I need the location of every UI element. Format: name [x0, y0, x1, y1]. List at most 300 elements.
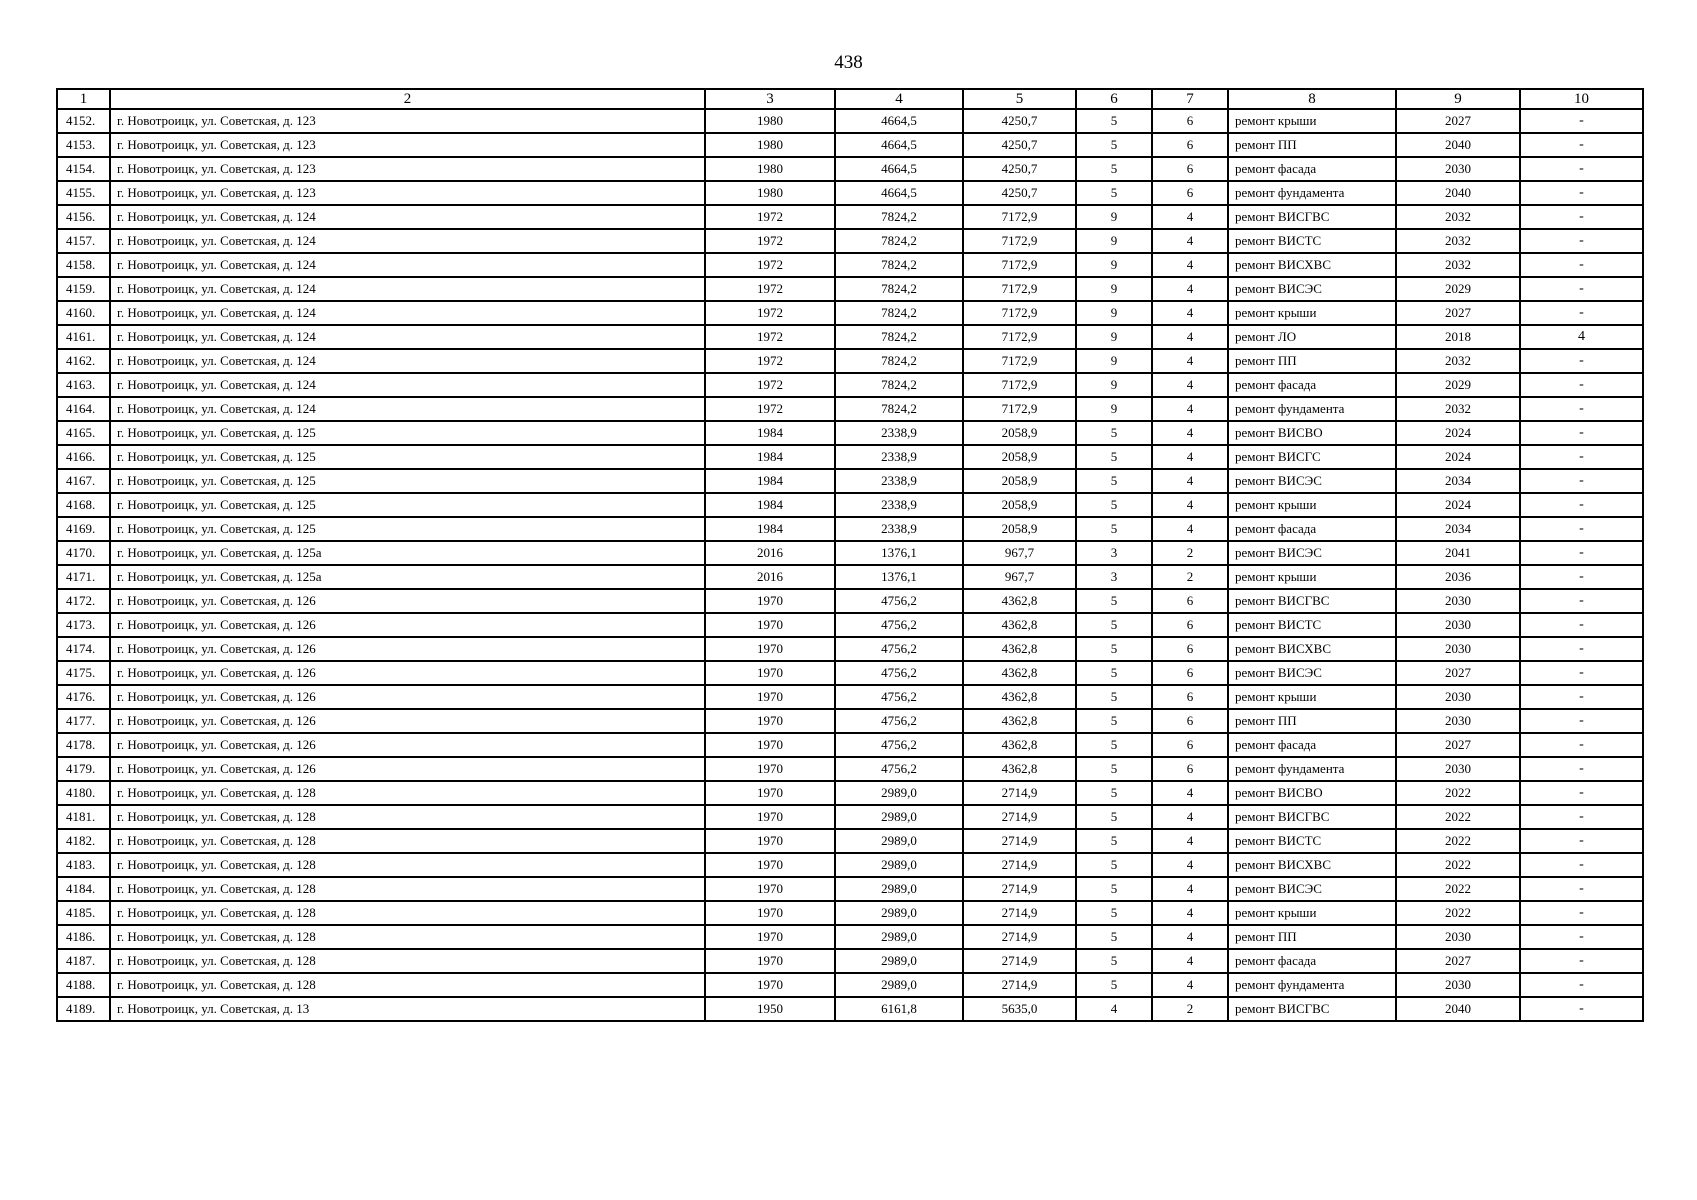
row-number-cell: 4154.	[57, 157, 110, 181]
planned-year-cell: 2040	[1396, 133, 1520, 157]
column-10-value-cell: -	[1520, 853, 1643, 877]
column-10-value-cell: -	[1520, 901, 1643, 925]
work-type-cell: ремонт крыши	[1228, 301, 1396, 325]
entrances-cell: 4	[1152, 253, 1228, 277]
column-header-3: 3	[705, 89, 835, 109]
year-built-cell: 1984	[705, 421, 835, 445]
row-number-cell: 4155.	[57, 181, 110, 205]
floors-cell: 9	[1076, 397, 1152, 421]
column-10-value-cell: -	[1520, 781, 1643, 805]
living-area-cell: 7172,9	[963, 325, 1076, 349]
table-row	[57, 541, 1643, 565]
total-area-cell: 2989,0	[835, 781, 963, 805]
total-area-cell: 2989,0	[835, 805, 963, 829]
planned-year-cell: 2030	[1396, 613, 1520, 637]
work-type-cell: ремонт ВИСВО	[1228, 421, 1396, 445]
row-number-cell: 4183.	[57, 853, 110, 877]
planned-year-cell: 2030	[1396, 685, 1520, 709]
floors-cell: 5	[1076, 109, 1152, 133]
floors-cell: 5	[1076, 181, 1152, 205]
address-cell: г. Новотроицк, ул. Советская, д. 128	[110, 901, 705, 925]
table-row	[57, 757, 1643, 781]
column-10-value-cell: -	[1520, 157, 1643, 181]
address-cell: г. Новотроицк, ул. Советская, д. 126	[110, 733, 705, 757]
work-type-cell: ремонт ВИСЭС	[1228, 277, 1396, 301]
planned-year-cell: 2030	[1396, 973, 1520, 997]
living-area-cell: 4250,7	[963, 157, 1076, 181]
floors-cell: 3	[1076, 565, 1152, 589]
total-area-cell: 7824,2	[835, 349, 963, 373]
address-cell: г. Новотроицк, ул. Советская, д. 13	[110, 997, 705, 1021]
column-header-9: 9	[1396, 89, 1520, 109]
table-row	[57, 637, 1643, 661]
entrances-cell: 6	[1152, 157, 1228, 181]
table-row	[57, 157, 1643, 181]
floors-cell: 9	[1076, 301, 1152, 325]
year-built-cell: 1970	[705, 685, 835, 709]
row-number-cell: 4165.	[57, 421, 110, 445]
living-area-cell: 4250,7	[963, 181, 1076, 205]
table-row	[57, 469, 1643, 493]
total-area-cell: 7824,2	[835, 253, 963, 277]
table-row	[57, 253, 1643, 277]
address-cell: г. Новотроицк, ул. Советская, д. 126	[110, 661, 705, 685]
total-area-cell: 7824,2	[835, 373, 963, 397]
column-header-7: 7	[1152, 89, 1228, 109]
column-header-2: 2	[110, 89, 705, 109]
entrances-cell: 4	[1152, 805, 1228, 829]
address-cell: г. Новотроицк, ул. Советская, д. 124	[110, 277, 705, 301]
address-cell: г. Новотроицк, ул. Советская, д. 128	[110, 805, 705, 829]
total-area-cell: 4756,2	[835, 709, 963, 733]
column-10-value-cell: -	[1520, 733, 1643, 757]
year-built-cell: 1970	[705, 925, 835, 949]
living-area-cell: 4362,8	[963, 613, 1076, 637]
total-area-cell: 2989,0	[835, 853, 963, 877]
year-built-cell: 2016	[705, 541, 835, 565]
year-built-cell: 1970	[705, 709, 835, 733]
living-area-cell: 4362,8	[963, 733, 1076, 757]
row-number-cell: 4182.	[57, 829, 110, 853]
column-10-value-cell: -	[1520, 421, 1643, 445]
column-10-value-cell: -	[1520, 637, 1643, 661]
living-area-cell: 7172,9	[963, 373, 1076, 397]
planned-year-cell: 2022	[1396, 901, 1520, 925]
row-number-cell: 4179.	[57, 757, 110, 781]
column-10-value-cell: -	[1520, 349, 1643, 373]
address-cell: г. Новотроицк, ул. Советская, д. 124	[110, 397, 705, 421]
living-area-cell: 2714,9	[963, 805, 1076, 829]
entrances-cell: 4	[1152, 493, 1228, 517]
entrances-cell: 4	[1152, 901, 1228, 925]
floors-cell: 5	[1076, 445, 1152, 469]
living-area-cell: 2714,9	[963, 877, 1076, 901]
total-area-cell: 7824,2	[835, 397, 963, 421]
row-number-cell: 4184.	[57, 877, 110, 901]
work-type-cell: ремонт ПП	[1228, 349, 1396, 373]
total-area-cell: 7824,2	[835, 301, 963, 325]
year-built-cell: 1980	[705, 109, 835, 133]
work-type-cell: ремонт ВИСВО	[1228, 781, 1396, 805]
column-10-value-cell: -	[1520, 685, 1643, 709]
planned-year-cell: 2022	[1396, 853, 1520, 877]
planned-year-cell: 2040	[1396, 997, 1520, 1021]
living-area-cell: 7172,9	[963, 205, 1076, 229]
row-number-cell: 4175.	[57, 661, 110, 685]
living-area-cell: 4362,8	[963, 685, 1076, 709]
floors-cell: 9	[1076, 325, 1152, 349]
total-area-cell: 7824,2	[835, 277, 963, 301]
entrances-cell: 6	[1152, 685, 1228, 709]
work-type-cell: ремонт ВИСТС	[1228, 229, 1396, 253]
work-type-cell: ремонт крыши	[1228, 685, 1396, 709]
year-built-cell: 1980	[705, 133, 835, 157]
table-row	[57, 181, 1643, 205]
address-cell: г. Новотроицк, ул. Советская, д. 125	[110, 517, 705, 541]
living-area-cell: 7172,9	[963, 301, 1076, 325]
floors-cell: 9	[1076, 373, 1152, 397]
column-10-value-cell: -	[1520, 373, 1643, 397]
total-area-cell: 2338,9	[835, 445, 963, 469]
address-cell: г. Новотроицк, ул. Советская, д. 128	[110, 973, 705, 997]
table-row	[57, 229, 1643, 253]
total-area-cell: 2338,9	[835, 469, 963, 493]
planned-year-cell: 2030	[1396, 709, 1520, 733]
total-area-cell: 2338,9	[835, 421, 963, 445]
table-row	[57, 397, 1643, 421]
planned-year-cell: 2022	[1396, 829, 1520, 853]
planned-year-cell: 2030	[1396, 157, 1520, 181]
entrances-cell: 4	[1152, 925, 1228, 949]
column-10-value-cell: -	[1520, 517, 1643, 541]
total-area-cell: 4756,2	[835, 661, 963, 685]
floors-cell: 3	[1076, 541, 1152, 565]
year-built-cell: 1970	[705, 973, 835, 997]
work-type-cell: ремонт крыши	[1228, 901, 1396, 925]
address-cell: г. Новотроицк, ул. Советская, д. 125а	[110, 541, 705, 565]
table-row	[57, 829, 1643, 853]
planned-year-cell: 2032	[1396, 205, 1520, 229]
living-area-cell: 967,7	[963, 565, 1076, 589]
living-area-cell: 2714,9	[963, 829, 1076, 853]
entrances-cell: 4	[1152, 421, 1228, 445]
column-10-value-cell: -	[1520, 109, 1643, 133]
year-built-cell: 1970	[705, 781, 835, 805]
row-number-cell: 4167.	[57, 469, 110, 493]
table-row	[57, 589, 1643, 613]
total-area-cell: 4756,2	[835, 637, 963, 661]
table-row	[57, 781, 1643, 805]
work-type-cell: ремонт фундамента	[1228, 973, 1396, 997]
work-type-cell: ремонт ВИСГВС	[1228, 205, 1396, 229]
year-built-cell: 1984	[705, 469, 835, 493]
total-area-cell: 2338,9	[835, 493, 963, 517]
column-10-value-cell: -	[1520, 949, 1643, 973]
row-number-cell: 4166.	[57, 445, 110, 469]
entrances-cell: 6	[1152, 133, 1228, 157]
floors-cell: 5	[1076, 949, 1152, 973]
row-number-cell: 4178.	[57, 733, 110, 757]
entrances-cell: 4	[1152, 517, 1228, 541]
total-area-cell: 7824,2	[835, 205, 963, 229]
total-area-cell: 7824,2	[835, 229, 963, 253]
planned-year-cell: 2030	[1396, 757, 1520, 781]
entrances-cell: 4	[1152, 397, 1228, 421]
row-number-cell: 4161.	[57, 325, 110, 349]
floors-cell: 5	[1076, 421, 1152, 445]
entrances-cell: 4	[1152, 373, 1228, 397]
entrances-cell: 6	[1152, 709, 1228, 733]
year-built-cell: 1970	[705, 637, 835, 661]
column-10-value-cell: -	[1520, 133, 1643, 157]
living-area-cell: 2714,9	[963, 973, 1076, 997]
entrances-cell: 6	[1152, 109, 1228, 133]
floors-cell: 5	[1076, 925, 1152, 949]
work-type-cell: ремонт ВИСТС	[1228, 829, 1396, 853]
row-number-cell: 4159.	[57, 277, 110, 301]
row-number-cell: 4172.	[57, 589, 110, 613]
row-number-cell: 4168.	[57, 493, 110, 517]
row-number-cell: 4173.	[57, 613, 110, 637]
row-number-cell: 4174.	[57, 637, 110, 661]
planned-year-cell: 2022	[1396, 805, 1520, 829]
work-type-cell: ремонт фасада	[1228, 373, 1396, 397]
row-number-cell: 4152.	[57, 109, 110, 133]
planned-year-cell: 2032	[1396, 397, 1520, 421]
column-10-value-cell: -	[1520, 253, 1643, 277]
floors-cell: 5	[1076, 973, 1152, 997]
work-type-cell: ремонт крыши	[1228, 109, 1396, 133]
table-row	[57, 133, 1643, 157]
column-10-value-cell: -	[1520, 709, 1643, 733]
entrances-cell: 2	[1152, 565, 1228, 589]
living-area-cell: 2058,9	[963, 493, 1076, 517]
total-area-cell: 2989,0	[835, 949, 963, 973]
year-built-cell: 1970	[705, 757, 835, 781]
table-row	[57, 349, 1643, 373]
column-header-10: 10	[1520, 89, 1643, 109]
year-built-cell: 1950	[705, 997, 835, 1021]
living-area-cell: 2714,9	[963, 949, 1076, 973]
living-area-cell: 2058,9	[963, 421, 1076, 445]
work-type-cell: ремонт ВИСЭС	[1228, 469, 1396, 493]
column-10-value-cell: -	[1520, 469, 1643, 493]
living-area-cell: 4250,7	[963, 133, 1076, 157]
row-number-cell: 4188.	[57, 973, 110, 997]
table-row	[57, 565, 1643, 589]
column-header-8: 8	[1228, 89, 1396, 109]
living-area-cell: 2714,9	[963, 901, 1076, 925]
table-row	[57, 661, 1643, 685]
living-area-cell: 2058,9	[963, 517, 1076, 541]
address-cell: г. Новотроицк, ул. Советская, д. 128	[110, 925, 705, 949]
planned-year-cell: 2029	[1396, 277, 1520, 301]
planned-year-cell: 2029	[1396, 373, 1520, 397]
planned-year-cell: 2036	[1396, 565, 1520, 589]
column-10-value-cell: -	[1520, 541, 1643, 565]
address-cell: г. Новотроицк, ул. Советская, д. 125	[110, 445, 705, 469]
table-row	[57, 973, 1643, 997]
column-10-value-cell: -	[1520, 925, 1643, 949]
planned-year-cell: 2022	[1396, 877, 1520, 901]
year-built-cell: 1972	[705, 325, 835, 349]
total-area-cell: 2989,0	[835, 877, 963, 901]
floors-cell: 9	[1076, 205, 1152, 229]
planned-year-cell: 2030	[1396, 589, 1520, 613]
row-number-cell: 4169.	[57, 517, 110, 541]
floors-cell: 9	[1076, 349, 1152, 373]
column-10-value-cell: -	[1520, 493, 1643, 517]
year-built-cell: 1972	[705, 229, 835, 253]
column-10-value-cell: -	[1520, 997, 1643, 1021]
planned-year-cell: 2027	[1396, 949, 1520, 973]
year-built-cell: 1972	[705, 301, 835, 325]
table-body	[57, 109, 1643, 1021]
year-built-cell: 1980	[705, 181, 835, 205]
entrances-cell: 4	[1152, 877, 1228, 901]
planned-year-cell: 2024	[1396, 493, 1520, 517]
total-area-cell: 6161,8	[835, 997, 963, 1021]
living-area-cell: 7172,9	[963, 229, 1076, 253]
column-10-value-cell: -	[1520, 613, 1643, 637]
total-area-cell: 4756,2	[835, 589, 963, 613]
work-type-cell: ремонт крыши	[1228, 565, 1396, 589]
entrances-cell: 6	[1152, 661, 1228, 685]
floors-cell: 5	[1076, 661, 1152, 685]
row-number-cell: 4156.	[57, 205, 110, 229]
address-cell: г. Новотроицк, ул. Советская, д. 123	[110, 133, 705, 157]
table-row	[57, 949, 1643, 973]
address-cell: г. Новотроицк, ул. Советская, д. 124	[110, 349, 705, 373]
work-type-cell: ремонт ВИСХВС	[1228, 253, 1396, 277]
living-area-cell: 7172,9	[963, 277, 1076, 301]
floors-cell: 5	[1076, 589, 1152, 613]
table-row	[57, 709, 1643, 733]
table-row	[57, 901, 1643, 925]
column-header-5: 5	[963, 89, 1076, 109]
address-cell: г. Новотроицк, ул. Советская, д. 126	[110, 685, 705, 709]
entrances-cell: 6	[1152, 181, 1228, 205]
year-built-cell: 1970	[705, 589, 835, 613]
planned-year-cell: 2022	[1396, 781, 1520, 805]
row-number-cell: 4160.	[57, 301, 110, 325]
floors-cell: 5	[1076, 133, 1152, 157]
address-cell: г. Новотроицк, ул. Советская, д. 128	[110, 829, 705, 853]
year-built-cell: 1980	[705, 157, 835, 181]
row-number-cell: 4187.	[57, 949, 110, 973]
work-type-cell: ремонт фасада	[1228, 517, 1396, 541]
entrances-cell: 6	[1152, 637, 1228, 661]
row-number-cell: 4176.	[57, 685, 110, 709]
living-area-cell: 7172,9	[963, 349, 1076, 373]
year-built-cell: 1970	[705, 877, 835, 901]
living-area-cell: 2714,9	[963, 781, 1076, 805]
total-area-cell: 1376,1	[835, 565, 963, 589]
table-row	[57, 517, 1643, 541]
floors-cell: 9	[1076, 277, 1152, 301]
year-built-cell: 1972	[705, 253, 835, 277]
living-area-cell: 5635,0	[963, 997, 1076, 1021]
address-cell: г. Новотроицк, ул. Советская, д. 125а	[110, 565, 705, 589]
work-type-cell: ремонт ВИСЭС	[1228, 541, 1396, 565]
address-cell: г. Новотроицк, ул. Советская, д. 123	[110, 181, 705, 205]
total-area-cell: 2338,9	[835, 517, 963, 541]
entrances-cell: 4	[1152, 301, 1228, 325]
living-area-cell: 2058,9	[963, 469, 1076, 493]
year-built-cell: 1984	[705, 493, 835, 517]
column-10-value-cell: -	[1520, 277, 1643, 301]
living-area-cell: 4362,8	[963, 757, 1076, 781]
floors-cell: 5	[1076, 493, 1152, 517]
column-10-value-cell: -	[1520, 877, 1643, 901]
entrances-cell: 6	[1152, 589, 1228, 613]
planned-year-cell: 2027	[1396, 301, 1520, 325]
total-area-cell: 2989,0	[835, 829, 963, 853]
year-built-cell: 1970	[705, 853, 835, 877]
column-10-value-cell: 4	[1520, 325, 1643, 349]
floors-cell: 5	[1076, 853, 1152, 877]
address-cell: г. Новотроицк, ул. Советская, д. 124	[110, 373, 705, 397]
floors-cell: 5	[1076, 637, 1152, 661]
work-type-cell: ремонт фасада	[1228, 949, 1396, 973]
column-header-1: 1	[57, 89, 110, 109]
year-built-cell: 1972	[705, 397, 835, 421]
total-area-cell: 4756,2	[835, 757, 963, 781]
total-area-cell: 2989,0	[835, 901, 963, 925]
entrances-cell: 6	[1152, 733, 1228, 757]
living-area-cell: 4362,8	[963, 661, 1076, 685]
entrances-cell: 2	[1152, 541, 1228, 565]
year-built-cell: 1970	[705, 829, 835, 853]
floors-cell: 5	[1076, 757, 1152, 781]
floors-cell: 9	[1076, 253, 1152, 277]
table-row	[57, 925, 1643, 949]
entrances-cell: 4	[1152, 349, 1228, 373]
planned-year-cell: 2032	[1396, 253, 1520, 277]
column-10-value-cell: -	[1520, 589, 1643, 613]
floors-cell: 4	[1076, 997, 1152, 1021]
work-type-cell: ремонт фундамента	[1228, 397, 1396, 421]
work-type-cell: ремонт ПП	[1228, 133, 1396, 157]
total-area-cell: 2989,0	[835, 925, 963, 949]
address-cell: г. Новотроицк, ул. Советская, д. 125	[110, 493, 705, 517]
floors-cell: 5	[1076, 829, 1152, 853]
floors-cell: 5	[1076, 469, 1152, 493]
row-number-cell: 4181.	[57, 805, 110, 829]
table-row	[57, 877, 1643, 901]
floors-cell: 5	[1076, 685, 1152, 709]
work-type-cell: ремонт ВИСХВС	[1228, 853, 1396, 877]
total-area-cell: 7824,2	[835, 325, 963, 349]
address-cell: г. Новотроицк, ул. Советская, д. 125	[110, 421, 705, 445]
row-number-cell: 4153.	[57, 133, 110, 157]
table-row	[57, 277, 1643, 301]
year-built-cell: 1970	[705, 949, 835, 973]
planned-year-cell: 2027	[1396, 733, 1520, 757]
work-type-cell: ремонт ВИСГВС	[1228, 997, 1396, 1021]
work-type-cell: ремонт фундамента	[1228, 181, 1396, 205]
living-area-cell: 4362,8	[963, 709, 1076, 733]
planned-year-cell: 2018	[1396, 325, 1520, 349]
address-cell: г. Новотроицк, ул. Советская, д. 128	[110, 949, 705, 973]
table-row	[57, 997, 1643, 1021]
entrances-cell: 4	[1152, 277, 1228, 301]
address-cell: г. Новотроицк, ул. Советская, д. 124	[110, 301, 705, 325]
year-built-cell: 1984	[705, 517, 835, 541]
work-type-cell: ремонт ВИСХВС	[1228, 637, 1396, 661]
living-area-cell: 4362,8	[963, 637, 1076, 661]
page-number: 438	[834, 52, 863, 73]
